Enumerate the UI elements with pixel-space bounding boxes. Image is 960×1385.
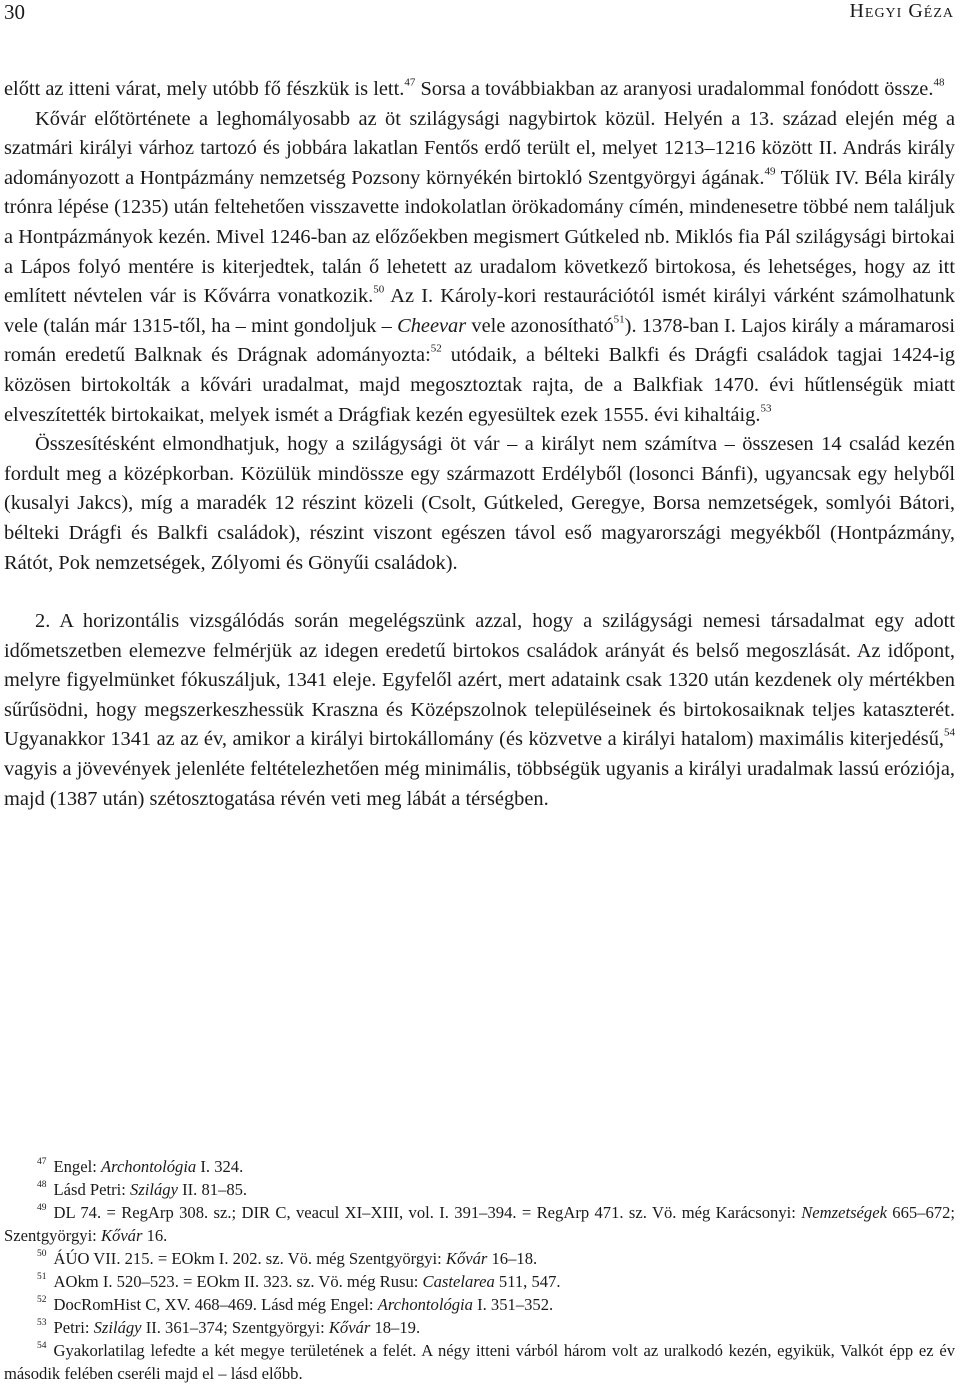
text-run: ÁÚO VII. 215. = EOkm I. 202. sz. Vö. még Szentgyörgyi: (53, 1249, 446, 1268)
main-text (4, 75, 955, 814)
footnotes (4, 1155, 955, 1385)
italic-term: Kővár (328, 1318, 371, 1337)
footnote-ref: 48 (37, 1179, 47, 1190)
footnote-ref: 54 (944, 727, 955, 740)
italic-term: Archontológia (100, 1157, 197, 1176)
footnote-ref: 51 (613, 313, 625, 326)
footnote-ref: 50 (37, 1248, 47, 1259)
italic-term: Castelarea (422, 1272, 495, 1291)
text-run: 16. (142, 1226, 168, 1245)
text-run: I. 324. (196, 1157, 244, 1176)
text-run: utódaik, a bélteki Balkfi és Drágfi családok tagjai 1424-ig közösen birtokolták a kővári uradalmat, majd megosztoztak rajta, de a Balkfiak 1470. évi hűtlenségük miatt elveszítették birtokaikat, melyek ismét a Drágfiak kezén egyesültek ezek 1555. évi kihaltáig. (4, 344, 955, 426)
footnote-ref: 51 (37, 1271, 47, 1282)
running-head-author: Hegyi Géza (849, 0, 954, 22)
footnote-ref: 47 (37, 1156, 47, 1167)
paragraph (4, 607, 955, 814)
text-run: 511, 547. (494, 1272, 561, 1291)
footnote (4, 1247, 955, 1270)
footnote-ref: 49 (37, 1202, 47, 1213)
page-number: 30 (4, 0, 25, 24)
footnote-ref: 52 (430, 343, 442, 355)
text-run: 665–672; Szentgyörgyi: (4, 1203, 955, 1245)
footnote-ref: 54 (37, 1340, 47, 1351)
text-run: előtt az itteni várat, mely utóbb fő fészkük is lett. (4, 78, 405, 100)
footnote (4, 1293, 955, 1316)
footnote-ref: 48 (933, 76, 945, 89)
italic-term: Kővár (445, 1249, 488, 1268)
text-run: II. 361–374; Szentgyörgyi: (141, 1318, 329, 1337)
footnote (4, 1155, 955, 1178)
italic-term: Kővár (100, 1226, 143, 1245)
paragraph (4, 105, 955, 431)
text-run: DocRomHist C, XV. 468–469. Lásd még Engel: (53, 1295, 378, 1314)
paragraph (4, 430, 955, 578)
text-run: Petri: (53, 1318, 94, 1337)
italic-term: Szilágy (93, 1318, 142, 1337)
footnote (4, 1178, 955, 1201)
text-run: ). 1378-ban I. Lajos király a máramarosi román eredetű Balknak és Drágnak adományozta: (4, 314, 955, 367)
text-run: Tőlük IV. Béla király trónra lépése (1235) után feltehetően visszavette indokolatlan örökadomány címén, mindenesetre többé nem találjuk a Hontpázmányok kezén. Mivel 1246-ban az előzőekben megismert Gútkeled nb. Miklós fia Pál szilágysági birtokai a Lápos folyó mentére is kiterjedtek, talán ő lehetett az uradalom következő birtokosa, és lehetséges, hogy az itt említett névtelen vár is Kővárra vonatkozik. (4, 166, 956, 308)
text-run: Gyakorlatilag lefedte a két megye területének a felét. A négy itteni várból három volt az uralkodó kezén, egyikük, Valkót épp ez év második felében cseréli majd el – lásd előbb. (4, 1341, 955, 1383)
footnote-ref: 49 (764, 165, 776, 178)
text-run: DL 74. = RegArp 308. sz.; DIR C, veacul XI–XIII, vol. I. 391–394. = RegArp 471. sz. Vö. még Karácsonyi: (53, 1203, 802, 1222)
footnote (4, 1270, 955, 1293)
italic-term: Szilágy (130, 1180, 178, 1199)
text-run: AOkm I. 520–523. = EOkm II. 323. sz. Vö. még Rusu: (53, 1272, 423, 1291)
footnote-ref: 50 (373, 283, 385, 296)
text-run: Kővár előtörténete a leghomályosabb az öt szilágysági nagybirtok közül. Helyén a 13. század elején még a szatmári királyi várhoz tartozó és jobbára lakatlan Fentős erdő terült el, melyet 1213–1216 között II. András király adományozott a Hontpázmány nemzetség Pozsony környékén birtokló Szentgyörgyi ágának. (4, 107, 955, 189)
text-run: Összesítésként elmondhatjuk, hogy a szilágysági öt vár – a királyt nem számítva – összesen 14 család kezén fordult meg a középkorban. Közülük mindössze egy származott Erdélyből (losonci Bánfi), ugyancsak egy helyből (kusalyi Jakcs), míg a maradék 12 részint közeli (Csolt, Gútkeled, Geregye, Borsa nemzetségek, somlyói Bátori, bélteki Drágfi és Balkfi családok), részint viszont egészen távol eső magyarországi megyékből (Hontpázmány, Rátót, Pok nemzetségek, Zólyomi és Gönyűi családok). (4, 433, 955, 574)
italic-term: Nemzetségek (801, 1203, 887, 1222)
text-run: Sorsa a továbbiakban az aranyosi uradalommal fonódott össze. (415, 78, 934, 100)
footnote (4, 1339, 955, 1385)
text-run: I. 351–352. (472, 1295, 554, 1314)
paragraph (4, 75, 955, 105)
text-run: vagyis a jövevények jelenléte feltételezhetően még minimális, többségük ugyanis a királyi uradalmak lassú eróziója, majd (1387 után) szétosztogatása révén veti meg lábát a térségben. (4, 758, 955, 810)
footnote-ref: 52 (37, 1294, 47, 1305)
page-header (4, 0, 954, 32)
text-run: 16–18. (487, 1249, 538, 1268)
footnote-ref: 47 (404, 76, 416, 89)
text-run: Engel: (53, 1157, 101, 1176)
footnote (4, 1201, 955, 1247)
italic-term: Cheevar (397, 314, 467, 337)
footnote (4, 1316, 955, 1339)
text-run: 18–19. (370, 1318, 421, 1337)
text-run: vele azonosítható (466, 314, 614, 337)
text-run: II. 81–85. (177, 1180, 248, 1199)
italic-term: Archontológia (377, 1295, 473, 1314)
footnote-ref: 53 (760, 402, 772, 415)
text-run: 2. A horizontális vizsgálódás során megelégszünk azzal, hogy a szilágysági nemesi társadalmat egy adott időmetszetben elemezve felmérjük az idegen eredetű birtokos családok arányát és belső megoszlását. Az időpont, melyre figyelmünket fókuszáljuk, 1341 eleje. Egyfelől azért, mert adataink csak 1320 után kezdenek oly mértékben sűrűsödni, hogy megszerkeszhessük Kraszna és Középszolnok településeinek és birtokosaiknak teljes kataszterét. Ugyanakkor 1341 az az év, amikor a királyi birtokállomány (és közvetve a királyi hatalom) maximális kiterjedésű, (4, 610, 955, 751)
footnote-ref: 53 (37, 1317, 47, 1328)
text-run: Az I. Károly-kori restaurációtól ismét királyi várként számolhatunk vele (talán már 1315-től, ha – mint gondoljuk – (4, 285, 956, 337)
text-run: Lásd Petri: (53, 1180, 131, 1199)
